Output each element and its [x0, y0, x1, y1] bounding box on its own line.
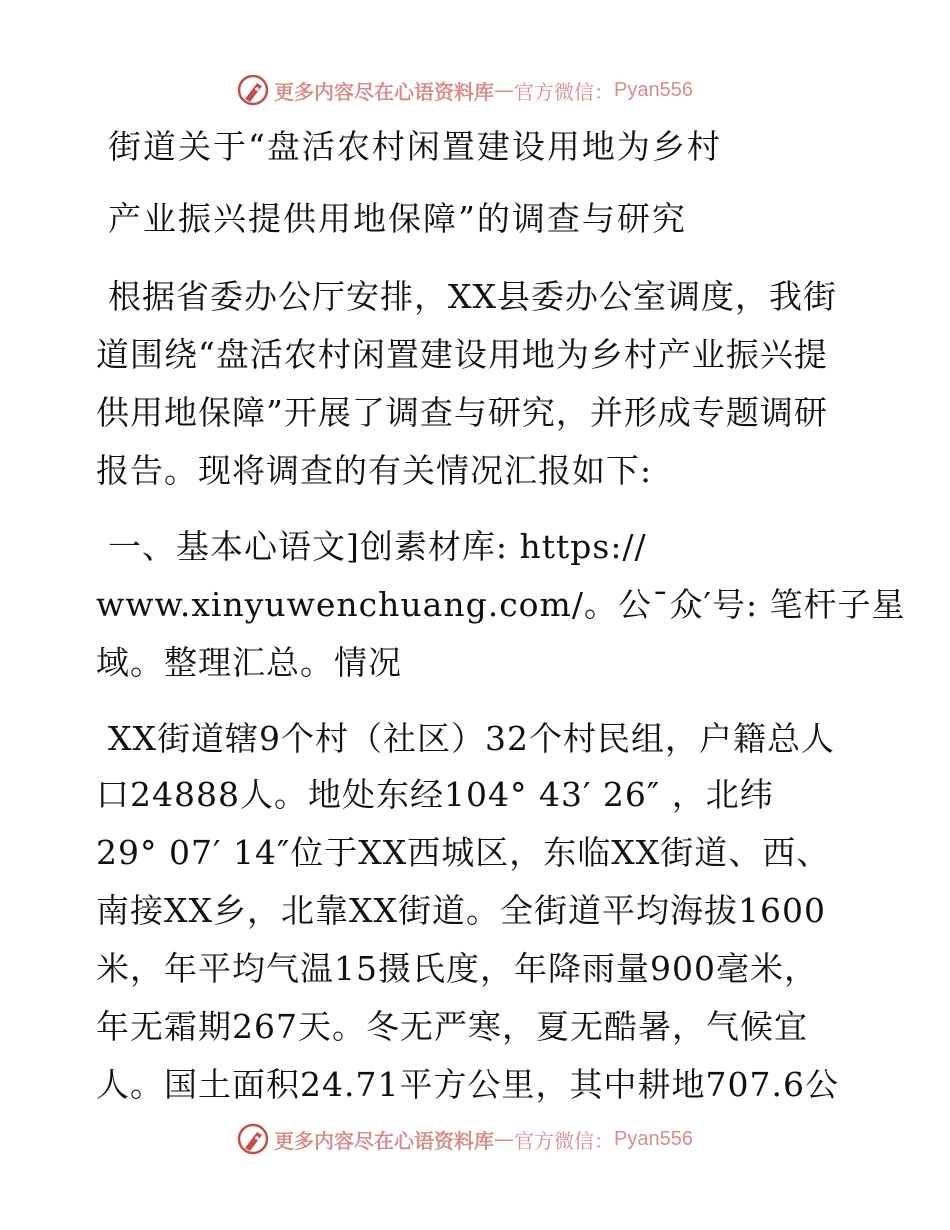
paragraph-2-line-2: www.xinyuwenchuang.com/。公¯众′号: 笔杆子星 — [96, 585, 906, 624]
paragraph-2-line-1: 一、基本心语文]创素材库: https:// — [108, 527, 647, 566]
doc-title-line-1: 街道关于“盘活农村闲置建设用地为乡村 — [108, 127, 722, 166]
paragraph-3-line-2: 口24888人。地处东经104° 43′ 26″ ，北纬 — [96, 775, 774, 814]
doc-title-line-2: 产业振兴提供用地保障”的调查与研究 — [108, 199, 687, 238]
paragraph-1-line-1: 根据省委办公厅安排，XX县委办公室调度，我街 — [108, 277, 837, 316]
banner-main-text: 更多内容尽在心语资料库 — [274, 1128, 494, 1153]
paragraph-3-line-1: XX街道辖9个村（社区）32个村民组，户籍总人 — [108, 719, 835, 758]
paragraph-3-line-6: 年无霜期267天。冬无严寒，夏无酷暑，气候宜 — [96, 1007, 808, 1046]
paragraph-2-line-3: 域。整理汇总。情况 — [96, 643, 402, 682]
paragraph-1-line-2: 道围绕“盘活农村闲置建设用地为乡村产业振兴提 — [96, 335, 828, 374]
banner-separator: — — [494, 1127, 514, 1151]
banner-separator: — — [494, 78, 514, 102]
footer-watermark-banner — [236, 1121, 693, 1157]
paragraph-3-line-5: 米，年平均气温15摄氏度，年降雨量900毫米， — [96, 949, 818, 988]
paragraph-3-line-4: 南接XX乡，北靠XX街道。全街道平均海拔1600 — [96, 891, 826, 930]
paragraph-3-line-7: 人。国土面积24.71平方公里，其中耕地707.6公 — [96, 1065, 839, 1104]
pen-nib-logo-icon — [236, 1122, 270, 1156]
banner-wechat-id: Pyan556 — [614, 78, 693, 101]
banner-main-text: 更多内容尽在心语资料库 — [274, 79, 494, 104]
paragraph-1-line-4: 报告。现将调查的有关情况汇报如下: — [96, 451, 653, 490]
banner-wechat-label: 官方微信： — [514, 1128, 614, 1153]
pen-nib-logo-icon — [236, 73, 270, 107]
header-watermark-banner — [236, 72, 693, 108]
banner-wechat-label: 官方微信： — [514, 79, 614, 104]
paragraph-3-line-3: 29° 07′ 14″位于XX西城区，东临XX街道、西、 — [96, 833, 831, 872]
banner-wechat-id: Pyan556 — [614, 1127, 693, 1150]
paragraph-1-line-3: 供用地保障”开展了调查与研究，并形成专题调研 — [96, 393, 828, 432]
